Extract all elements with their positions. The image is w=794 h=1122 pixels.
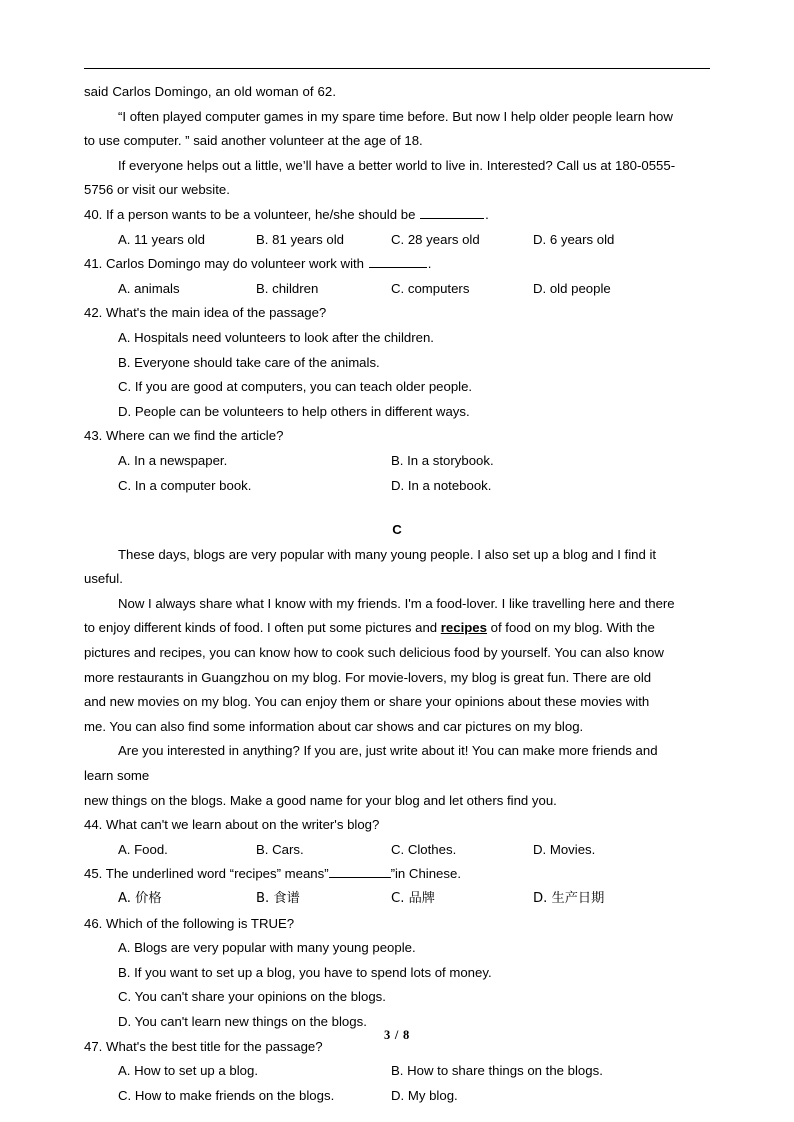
question-40-options bbox=[84, 228, 710, 253]
question-44-stem bbox=[84, 813, 710, 838]
question-43-number: 43. bbox=[84, 428, 103, 444]
option-d[interactable]: D. 6 years old bbox=[533, 231, 615, 247]
option-b[interactable]: B. In a storybook. bbox=[391, 452, 494, 468]
passage-b-line: said Carlos Domingo, an old woman of 62. bbox=[84, 84, 337, 99]
question-42-number: 42. bbox=[84, 305, 103, 321]
passage-c-paragraph-3-line-1: Are you interested in anything? If you are, just write about it! You can make more friends and bbox=[118, 743, 658, 759]
passage-c-paragraph-1-line-2: useful. bbox=[84, 571, 123, 587]
option-a[interactable]: A. In a newspaper. bbox=[118, 452, 228, 468]
answer-blank bbox=[369, 256, 427, 268]
option-c[interactable]: C. In a computer book. bbox=[118, 477, 252, 493]
question-42-option-b bbox=[84, 351, 710, 376]
option-a[interactable]: A. animals bbox=[118, 280, 180, 296]
question-45-stem-text: The underlined word “recipes” means” bbox=[105, 866, 329, 882]
question-43-stem-text: Where can we find the article? bbox=[106, 428, 284, 444]
question-45-number: 45. bbox=[84, 866, 103, 882]
question-45-stem bbox=[84, 862, 710, 887]
option-a[interactable]: A. 价格 bbox=[118, 891, 162, 906]
question-40-stem bbox=[84, 203, 710, 228]
question-46-option-b bbox=[84, 961, 710, 986]
option-d[interactable]: D. In a notebook. bbox=[391, 477, 492, 493]
option-a[interactable]: A. Food. bbox=[118, 841, 168, 857]
option-d[interactable]: D. 生产日期 bbox=[533, 891, 605, 906]
question-41-stem bbox=[84, 252, 710, 277]
question-40-stem-tail: . bbox=[485, 206, 489, 222]
passage-c-paragraph-2-line-3: pictures and recipes, you can know how to cook such delicious food by yourself. You can also know bbox=[84, 645, 664, 661]
option-b[interactable]: B. children bbox=[256, 280, 319, 296]
question-45-stem-tail: ”in Chinese. bbox=[390, 866, 461, 882]
option-c[interactable]: C. computers bbox=[391, 280, 470, 296]
passage-c-text: of food on my blog. With the bbox=[486, 620, 655, 636]
header-rule bbox=[84, 68, 710, 69]
question-47-number: 47. bbox=[84, 1038, 103, 1054]
question-43-options-row-1 bbox=[84, 449, 710, 474]
page-number-footer: 3 / 8 bbox=[384, 1028, 410, 1042]
question-47-stem-text: What's the best title for the passage? bbox=[106, 1038, 323, 1054]
passage-c-paragraph-2-line-1: Now I always share what I know with my friends. I'm a food-lover. I like travelling here and there bbox=[118, 595, 675, 611]
option-a[interactable]: A. 11 years old bbox=[118, 231, 205, 247]
option-d[interactable]: D. You can't learn new things on the blogs. bbox=[118, 1013, 367, 1029]
question-41-options bbox=[84, 277, 710, 302]
option-c[interactable]: C. If you are good at computers, you can teach older people. bbox=[118, 379, 473, 395]
passage-b-paragraph-2-line-1: If everyone helps out a little, we’ll have a better world to live in. Interested? Call us at 180-0555- bbox=[118, 157, 676, 173]
question-41-stem-tail: . bbox=[427, 256, 432, 272]
option-c[interactable]: C. 28 years old bbox=[391, 231, 480, 247]
question-44-number: 44. bbox=[84, 817, 103, 833]
passage-b-paragraph-1-line-2: to use computer. ” said another volunteer at the age of 18. bbox=[84, 133, 423, 149]
question-46-option-a bbox=[84, 936, 710, 961]
question-42-stem-text: What's the main idea of the passage? bbox=[106, 305, 327, 321]
passage-c-paragraph-2-line-2 bbox=[84, 616, 710, 641]
passage-c-text: to enjoy different kinds of food. I often put some pictures and bbox=[84, 620, 441, 636]
option-d[interactable]: D. People can be volunteers to help others in different ways. bbox=[118, 403, 470, 419]
question-46-stem-text: Which of the following is TRUE? bbox=[106, 915, 295, 931]
question-41-stem-text: Carlos Domingo may do volunteer work with bbox=[106, 256, 365, 272]
question-46-stem bbox=[84, 912, 710, 937]
question-45-options bbox=[84, 887, 710, 912]
question-44-options bbox=[84, 838, 710, 863]
section-gap bbox=[84, 498, 710, 518]
question-41-number: 41. bbox=[84, 256, 103, 272]
option-a[interactable]: A. How to set up a blog. bbox=[118, 1063, 259, 1079]
option-a[interactable]: A. Blogs are very popular with many young people. bbox=[118, 940, 416, 956]
question-46-option-c bbox=[84, 985, 710, 1010]
option-d[interactable]: D. My blog. bbox=[391, 1087, 458, 1103]
option-d[interactable]: D. old people bbox=[533, 280, 611, 296]
section-c-heading: C bbox=[392, 522, 402, 538]
passage-c-paragraph-3-line-2: learn some bbox=[84, 768, 150, 784]
passage-c-paragraph-2-line-5: and new movies on my blog. You can enjoy them or share your opinions about these movies with bbox=[84, 694, 650, 710]
question-43-stem bbox=[84, 424, 710, 449]
option-b[interactable]: B. Everyone should take care of the animals. bbox=[118, 354, 380, 370]
passage-c-paragraph-3-line-3: new things on the blogs. Make a good name for your blog and let others find you. bbox=[84, 792, 557, 808]
option-c[interactable]: C. Clothes. bbox=[391, 841, 457, 857]
question-46-number: 46. bbox=[84, 915, 103, 931]
option-b[interactable]: B. 食谱 bbox=[256, 891, 300, 906]
option-d[interactable]: D. Movies. bbox=[533, 841, 596, 857]
option-c[interactable]: C. You can't share your opinions on the blogs. bbox=[118, 989, 386, 1005]
passage-c-paragraph-2-line-6: me. You can also find some information about car shows and car pictures on my blog. bbox=[84, 718, 584, 734]
question-47-options-row-2 bbox=[84, 1084, 710, 1109]
question-42-option-c bbox=[84, 375, 710, 400]
option-b[interactable]: B. Cars. bbox=[256, 841, 304, 857]
question-43-options-row-2 bbox=[84, 474, 710, 499]
question-42-option-a bbox=[84, 326, 710, 351]
option-b[interactable]: B. 81 years old bbox=[256, 231, 344, 247]
answer-blank bbox=[420, 207, 484, 219]
option-b[interactable]: B. How to share things on the blogs. bbox=[391, 1063, 603, 1079]
passage-b-paragraph-2-line-2: 5756 or visit our website. bbox=[84, 182, 230, 198]
passage-c-paragraph-1-line-1: These days, blogs are very popular with many young people. I also set up a blog and I find it bbox=[118, 546, 657, 562]
question-42-option-d bbox=[84, 400, 710, 425]
answer-blank bbox=[329, 867, 391, 879]
passage-b-paragraph-1-line-1: “I often played computer games in my spare time before. But now I help older people learn how bbox=[118, 108, 673, 124]
question-47-options-row-1 bbox=[84, 1059, 710, 1084]
option-c[interactable]: C. 品牌 bbox=[391, 891, 435, 906]
passage-c-paragraph-2-line-4: more restaurants in Guangzhou on my blog. For movie-lovers, my blog is great fun. There are old bbox=[84, 669, 652, 685]
question-44-stem-text: What can't we learn about on the writer's blog? bbox=[106, 817, 380, 833]
question-40-number: 40. bbox=[84, 206, 103, 222]
question-42-stem bbox=[84, 301, 710, 326]
question-40-stem-text: If a person wants to be a volunteer, he/she should be bbox=[106, 206, 416, 222]
underlined-term-recipes: recipes bbox=[440, 620, 487, 636]
option-a[interactable]: A. Hospitals need volunteers to look after the children. bbox=[118, 329, 434, 345]
document-body bbox=[84, 80, 710, 1108]
option-b[interactable]: B. If you want to set up a blog, you have to spend lots of money. bbox=[118, 964, 492, 980]
option-c[interactable]: C. How to make friends on the blogs. bbox=[118, 1087, 335, 1103]
